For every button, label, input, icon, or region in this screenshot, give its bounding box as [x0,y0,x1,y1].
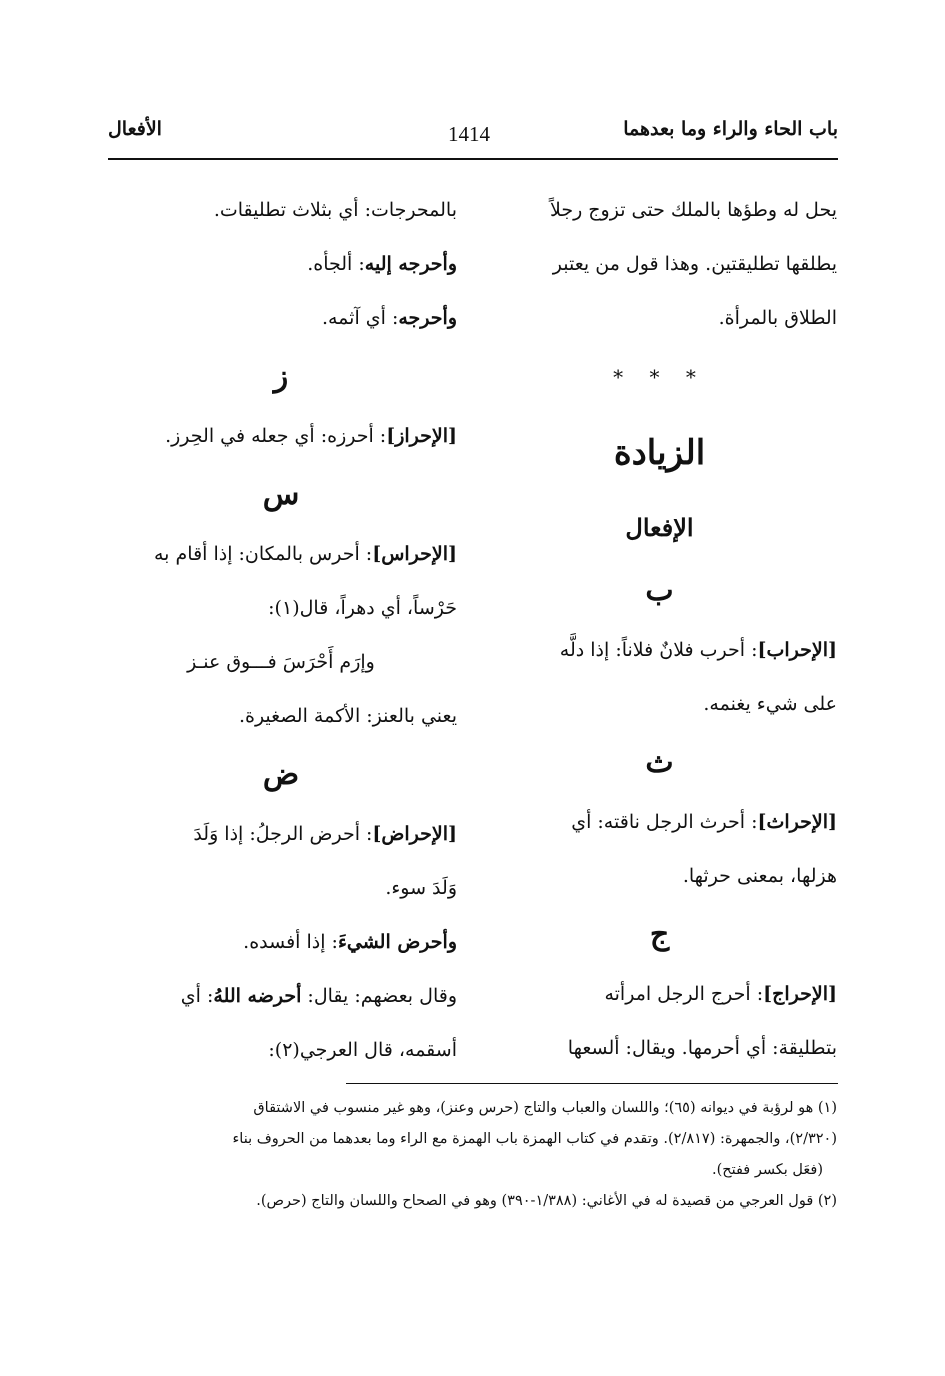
footnote-1-line: (١) هو لرؤبة في ديوانه (٦٥)؛ واللسان والعباب والتاج (حرس وعنز)، وهو غير منسوب في الاشتقاق [253,1100,837,1116]
entry-ahrajahu-ilayh [105,237,457,291]
entry-term: وأحرجه [398,307,457,329]
entry-term: أحرضه اللهُ [213,985,302,1007]
entry-text: : أي [180,985,214,1007]
letter-heading-tha: ث [645,745,674,780]
footnote-1-line: (فعَل بكسر ففتح). [711,1162,823,1178]
entry-ahradahu-allah [105,969,457,1023]
text-line: بالمحرجات: أي بثلاث تطليقات. [213,199,457,221]
letter-heading-zay: ز [273,359,289,394]
entry-ihraz [105,409,457,463]
entry-text: : إذا أفسده. [243,931,338,953]
section-separator: * * * [613,365,706,389]
text-line: يحل له وطؤها بالملك حتى تزوج رجلاً [549,199,837,221]
entry-text: : أحرج الرجل امرأته [604,983,764,1005]
entry-term: [الإحراض] [372,823,457,845]
text-line: يطلقها تطليقتين. وهذا قول من يعتبر [552,253,837,275]
entry-text: : أحرس بالمكان: إذا أقام به [154,543,373,565]
footnote-divider [346,1083,838,1084]
chapter-title: باب الحاء والراء وما بعدهما [623,118,838,140]
subsection-heading: الإفعال [625,513,694,542]
entry-term: [الإحراث] [757,811,837,833]
letter-heading-sin: س [262,477,300,512]
text-line: يعني بالعنز: الأكمة الصغيرة. [238,705,457,727]
entry-term: وأحرجه إليه [364,253,457,275]
footnote-1-line: (٢/٣٢٠)، والجمهرة: (٢/٨١٧). وتقدم في كتاب الهمزة باب الهمزة مع الراء وما بعدهما من الحروف بناء [232,1131,837,1147]
page-number: 1414 [448,122,490,146]
entry-text: : أحرث الرجل ناقته: أي [571,811,758,833]
text-line: الطلاق بالمرأة. [718,307,837,329]
entry-term: [الإحراس] [372,543,457,565]
letter-heading-dad: ض [262,757,300,792]
entry-term: [الإحراج] [763,983,837,1005]
entry-text: : أي آثمه. [321,307,399,329]
letter-heading-jim: ج [649,917,670,952]
text-line: أسقمه، قال العرجي(٢): [268,1039,457,1061]
entry-ihraj [482,967,837,1021]
text-line: حَرْساً، أي دهراً، قال(١): [268,597,457,619]
section-title: الأفعال [108,118,162,140]
entry-ahrajahu [105,291,457,345]
right-column [482,183,837,1075]
entry-term: وأحرض الشيءَ [337,931,457,953]
entry-text: : ألجأه. [307,253,365,275]
section-heading: الزيادة [613,433,706,473]
entry-text: : أحرب فلانٌ فلاناً: إذا دلَّه [559,639,758,661]
poem-verse: وإرَم أَحْرَسَ فـــوق عنـز [187,651,375,673]
entry-term: [الإحراز] [386,425,457,447]
entry-ihrab [482,623,837,677]
entry-ihrad [105,807,457,861]
footnotes [107,1093,837,1217]
text-line: وَلَدَ سوء. [385,877,457,899]
entry-text: : أحرزه: أي جعله في الحِرز. [165,425,387,447]
entry-ihras [105,527,457,581]
entry-text: وقال بعضهم: يقال: [301,985,457,1007]
page-header [108,118,838,160]
text-line: على شيء يغنمه. [703,693,837,715]
text-line: بتطليقة: أي أحرمها. ويقال: ألسعها [567,1037,837,1059]
footnote-2-line: (٢) قول العرجي من قصيدة له في الأغاني: (١/٣٨٨-٣٩٠) وهو في الصحاح واللسان والتاج (حرص). [256,1193,837,1209]
entry-ahrad [105,915,457,969]
letter-heading-ba: ب [645,573,674,608]
entry-term: [الإحراب] [757,639,837,661]
left-column [105,183,457,1077]
entry-ihrath [482,795,837,849]
text-line: هزلها، بمعنى حرثها. [682,865,837,887]
entry-text: : أحرض الرجلُ: إذا وَلَدَ [193,823,373,845]
